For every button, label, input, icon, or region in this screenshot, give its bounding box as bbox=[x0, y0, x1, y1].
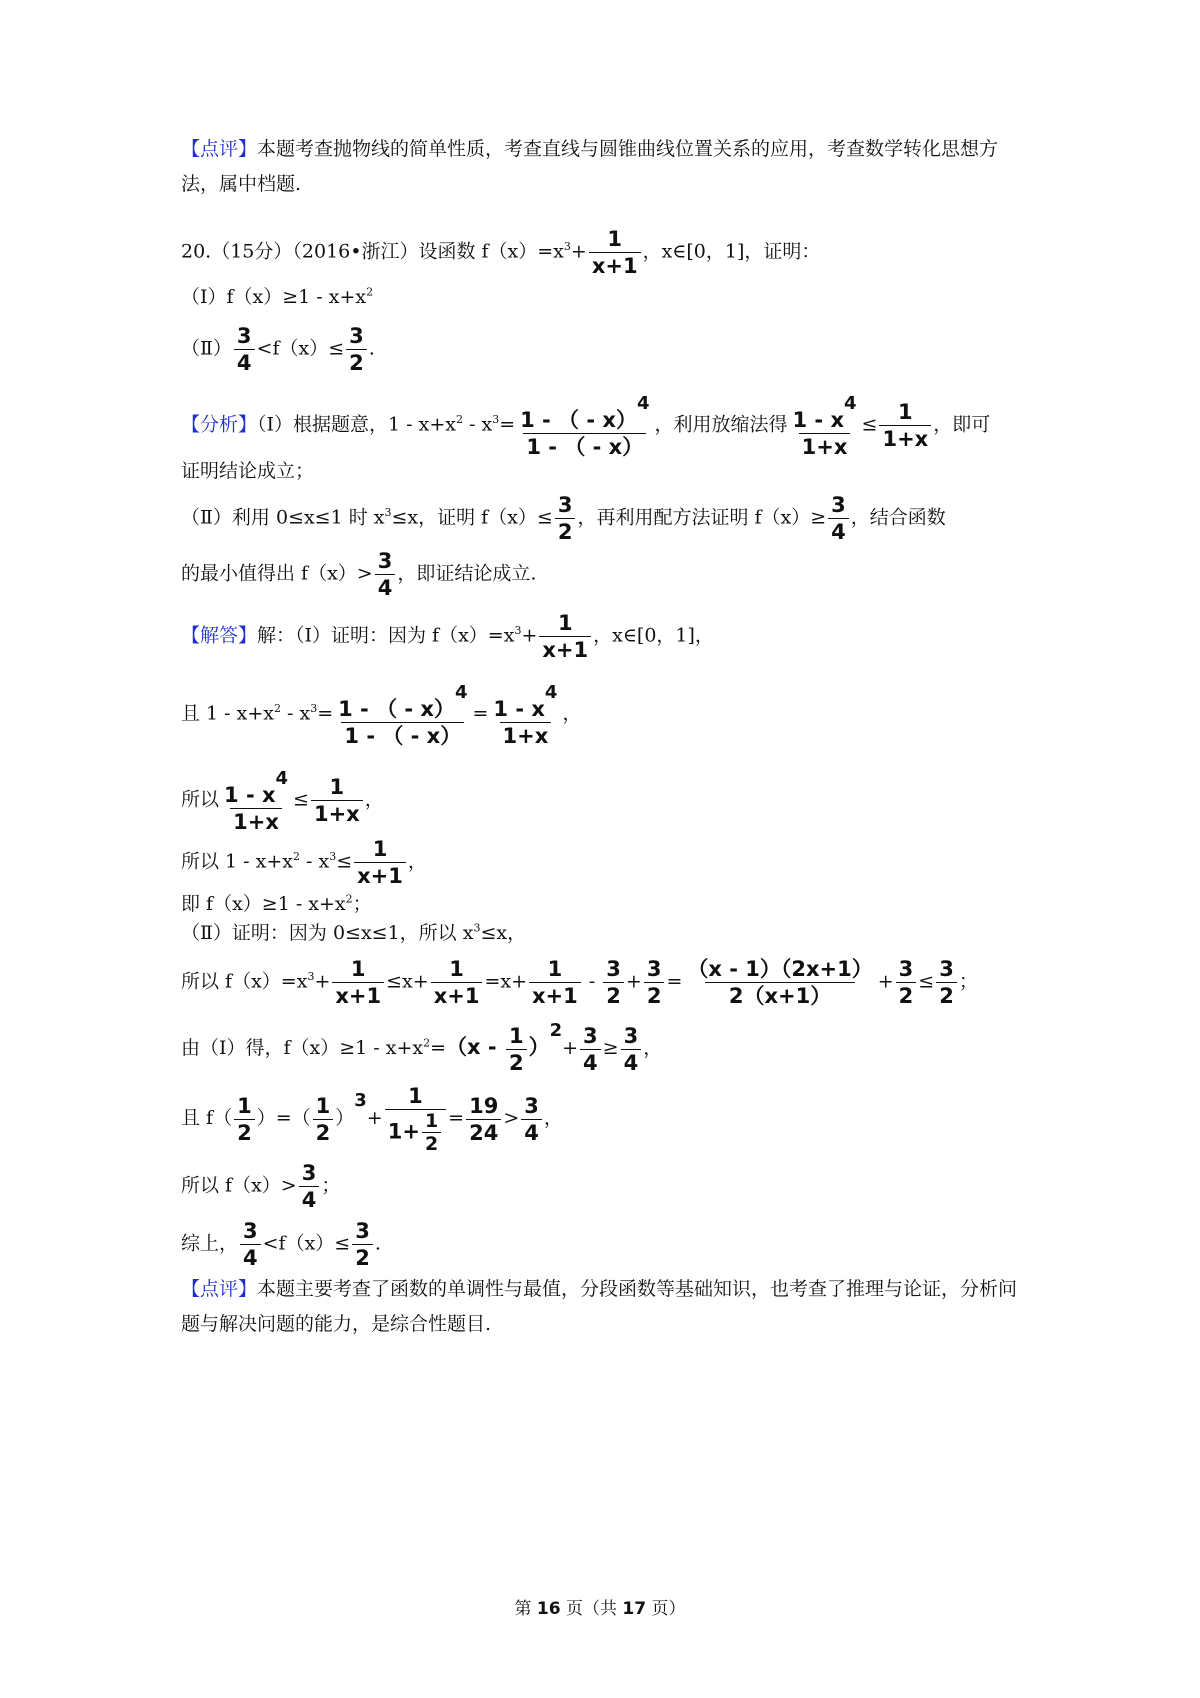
text: 所以 bbox=[181, 788, 220, 811]
footer-text: 页（共 bbox=[566, 1599, 617, 1619]
fraction: $\frac{1}{2}$ bbox=[313, 1093, 334, 1146]
text: ≤x， bbox=[480, 922, 527, 944]
fraction: $\frac{1 - ( - x)4}{1 - ( - x)}$ bbox=[338, 682, 468, 748]
text: <f（x）≤ bbox=[262, 1232, 351, 1255]
fraction: $\frac{1}{2}$ bbox=[234, 1093, 255, 1146]
numerator: 1 bbox=[898, 400, 913, 424]
fraction: $\frac{1}{2}$ bbox=[506, 1023, 527, 1076]
analysis-line-3: （Ⅱ）利用 0≤x≤1 时 $x^3\le x$，证明 f（x）≤ $\frac{3}{2}$ ，再利用配方法证明 f（x）≥ $\frac{3}{4}$ ，结合函数 bbox=[181, 493, 946, 544]
denominator: 2（x+1） bbox=[705, 982, 855, 1009]
solution-line-9: 且 f（ $\frac{1}{2}$ ）=（ $\frac{1}{2}$ ）3+ 1 1+ $\frac{1}{2}$ = $\frac{19}{24}$ > $\frac{3}{4}$ ， bbox=[181, 1084, 563, 1155]
solution-line-11: 综上， $\frac{3}{4}$ <f（x）≤ $\frac{3}{2}$ . bbox=[181, 1219, 381, 1270]
text: - bbox=[582, 970, 602, 993]
fraction bbox=[466, 1093, 501, 1146]
text: ，即可 bbox=[933, 413, 991, 436]
fraction: $\frac{3}{4}$ bbox=[234, 323, 255, 376]
denominator: 1+x bbox=[799, 433, 851, 460]
fraction: $\frac{3}{4}$ bbox=[621, 1023, 642, 1076]
text: ） bbox=[335, 1107, 355, 1129]
fraction-denominator: x+1 bbox=[589, 252, 641, 279]
review-paragraph-2 bbox=[181, 1272, 1036, 1342]
problem-tail: ，x∈[0，1]，证明： bbox=[642, 240, 821, 263]
text: 综上， bbox=[181, 1232, 239, 1255]
solution-line-4: 所以 $1 - x+x^2 - x^3\le$ $\frac{1}{x+1}$ ， bbox=[181, 837, 427, 888]
fraction: $\frac{3}{2}$ bbox=[644, 956, 665, 1009]
review-paragraph-1 bbox=[181, 132, 1036, 202]
plus-sign: + bbox=[570, 240, 587, 263]
le-sign: ≤ bbox=[336, 850, 353, 873]
page-footer bbox=[0, 1594, 1200, 1619]
denominator: 24 bbox=[466, 1119, 501, 1146]
text: ）=（ bbox=[256, 1107, 311, 1129]
numerator: （x - 1）（2x+1） bbox=[687, 957, 873, 981]
total-pages: 17 bbox=[622, 1599, 647, 1619]
analysis-line-2: 证明结论成立； bbox=[181, 460, 315, 482]
text: ≤x+ bbox=[386, 970, 429, 993]
fraction: $\frac{1 - x4}{1+x}$ bbox=[224, 768, 289, 834]
review-text: 本题考查抛物线的简单性质，考查直线与圆锥曲线位置关系的应用，考查数学转化思想方法，属中档题. bbox=[181, 138, 999, 195]
solution-line-5: 即 $f(x)\ge 1 - x+x^2$； bbox=[181, 892, 372, 915]
text: ，即证结论成立. bbox=[397, 562, 537, 585]
fraction: $\frac{1 - x4}{1+x}$ bbox=[792, 393, 857, 459]
fraction: $\frac{1}{x+1}$ bbox=[539, 610, 591, 663]
problem-statement: 20.（15分）（2016•浙江）设函数 $f(x)=x^3+$ $\frac{1}{x+1}$ ，x∈[0，1]，证明： bbox=[181, 227, 821, 278]
equals: = bbox=[499, 413, 516, 436]
fraction bbox=[684, 956, 875, 1009]
text: ，再利用配方法证明 f（x）≥ bbox=[577, 506, 827, 529]
part1-text: （Ⅰ）f（x）≥1 - x+x bbox=[181, 286, 367, 308]
fraction: $\frac{3}{2}$ bbox=[896, 956, 917, 1009]
fraction: $\frac{3}{2}$ bbox=[603, 956, 624, 1009]
fraction: $\frac{3}{2}$ bbox=[936, 956, 957, 1009]
footer-text: 页） bbox=[651, 1599, 686, 1619]
text: 由（Ⅰ）得，f（x）≥1 - x+x bbox=[181, 1037, 424, 1059]
fraction: $\frac{3}{4}$ bbox=[299, 1160, 320, 1213]
analysis-tag: 【分析】 bbox=[181, 413, 258, 436]
period: . bbox=[368, 337, 375, 360]
fraction: $\frac{3}{2}$ bbox=[346, 323, 367, 376]
fraction: $\frac{1}{x+1}$ bbox=[332, 956, 384, 1009]
text: 所以 f（x）=x bbox=[181, 970, 308, 993]
text: ，结合函数 bbox=[850, 506, 946, 529]
fraction bbox=[879, 399, 931, 452]
denominator: 1 - （ - x） bbox=[523, 433, 646, 460]
solution-line-10: 所以 f（x）> $\frac{3}{4}$ ； bbox=[181, 1161, 341, 1212]
numerator: 1 - x bbox=[792, 408, 844, 432]
fraction: $\frac{1}{1+x}$ bbox=[311, 774, 363, 827]
problem-head: 20.（15分）（2016•浙江）设函数 f（x）=x bbox=[181, 240, 564, 263]
le-sign: ≤ bbox=[861, 413, 878, 436]
text: - x bbox=[462, 413, 493, 436]
analysis-line-1: 【分析】（Ⅰ）根据题意，$1 - x+x^2 - x^3=$ $\frac{1 - ( - x)4}{1 - ( - x)}$ ，利用放缩法得 $\frac{1 - x4}{1+x}$ ≤ $\frac{1}{1+x}$ ，即可 bbox=[181, 393, 991, 459]
fraction: $\frac{1}{x+1}$ bbox=[529, 956, 581, 1009]
text: 所以 f（x）> bbox=[181, 1174, 297, 1197]
solution-line-6: （Ⅱ）证明：因为 0≤x≤1，所以 $x^3\le x$， bbox=[181, 921, 527, 944]
text: （Ⅱ）利用 0≤x≤1 时 x bbox=[181, 506, 385, 529]
part2-label: （Ⅱ） bbox=[181, 337, 232, 360]
text: 且 f（ bbox=[181, 1107, 233, 1129]
part2-mid: <f（x）≤ bbox=[256, 337, 345, 360]
text: - x bbox=[299, 850, 330, 873]
text: 的最小值得出 f（x）> bbox=[181, 562, 373, 585]
fraction bbox=[589, 226, 641, 279]
review-text: 本题主要考查了函数的单调性与最值，分段函数等基础知识，也考查了推理与论证，分析问题与解决问题的能力，是综合性题目. bbox=[181, 1278, 1018, 1335]
text: =x+ bbox=[484, 970, 528, 993]
text: （Ⅱ）证明：因为 0≤x≤1，所以 x bbox=[181, 922, 474, 944]
fraction: 1 1+ $\frac{1}{2}$ bbox=[385, 1083, 446, 1155]
numerator: 19 bbox=[469, 1093, 499, 1118]
fraction: $\frac{3}{4}$ bbox=[521, 1093, 542, 1146]
fraction: $\frac{3}{4}$ bbox=[375, 548, 396, 601]
solution-line-2: 且 $1 - x+x^2 - x^3=$ $\frac{1 - ( - x)4}{1 - ( - x)}$ = $\frac{1 - x4}{1+x}$ ， bbox=[181, 682, 582, 748]
footer-text: 第 bbox=[514, 1599, 532, 1619]
review-tag: 【点评】 bbox=[181, 138, 258, 160]
problem-part-2 bbox=[181, 323, 375, 376]
text: 解：（Ⅰ）证明：因为 f（x）=x bbox=[257, 624, 515, 647]
text: - x bbox=[280, 702, 311, 725]
review-tag: 【点评】 bbox=[181, 1278, 258, 1300]
text: ，x∈[0，1]， bbox=[593, 624, 714, 647]
solution-line-3: 所以 $\frac{1 - x4}{1+x}$ ≤ $\frac{1}{1+x}$ ， bbox=[181, 768, 384, 834]
denominator: 1+x bbox=[879, 425, 931, 452]
analysis-line-4 bbox=[181, 548, 536, 601]
solution-tag: 【解答】 bbox=[181, 624, 258, 647]
fraction-numerator: 1 bbox=[607, 227, 622, 251]
fraction: $\frac{3}{4}$ bbox=[240, 1218, 261, 1271]
text: （Ⅰ）根据题意，1 - x+x bbox=[257, 413, 456, 436]
text: （x - bbox=[446, 1035, 504, 1059]
problem-part-1: （Ⅰ）f（x）≥1 - $x+x^2$ bbox=[181, 285, 374, 308]
page-number: 16 bbox=[536, 1599, 561, 1619]
fraction: $\frac{1}{x+1}$ bbox=[354, 836, 406, 889]
solution-line-8: 由（Ⅰ）得，$f(x)\ge 1 - x+x^2=(x$ - $\frac{1}{2}$ ）2+ $\frac{3}{4}$ ≥ $\frac{3}{4}$ ， bbox=[181, 1020, 663, 1075]
text: ≤x，证明 f（x）≤ bbox=[391, 506, 553, 529]
solution-line-7: 所以 $f(x)=x^3+$ $\frac{1}{x+1}$ ≤x+ $\frac{1}{x+1}$ =x+ $\frac{1}{x+1}$ - $\frac{3}{2}$ + $\frac{3}{2}$ = $\frac{(x - 1)(2x+1)}{2(x+1)}$ + $\frac{3}{2}$ ≤ $\frac{3}{2}$ ； bbox=[181, 957, 978, 1008]
text: 所以 1 - x+x bbox=[181, 850, 293, 873]
solution-line-1: 【解答】解：（Ⅰ）证明：因为 $f(x)=x^3+$ $\frac{1}{x+1}$ ，x∈[0，1]， bbox=[181, 611, 714, 662]
fraction: $\frac{3}{2}$ bbox=[555, 492, 576, 545]
fraction: $\frac{3}{4}$ bbox=[580, 1023, 601, 1076]
fraction: $\frac{1 - ( - x)4}{1 - ( - x)}$ bbox=[520, 393, 650, 459]
numerator: 1 - （ - x） bbox=[520, 408, 637, 432]
fraction: $\frac{3}{4}$ bbox=[828, 492, 849, 545]
text: 且 1 - x+x bbox=[181, 702, 274, 725]
text: 即 f（x）≥1 - x+x bbox=[181, 893, 346, 915]
fraction: $\frac{1}{x+1}$ bbox=[431, 956, 483, 1009]
text: = bbox=[430, 1037, 447, 1059]
fraction: $\frac{1 - x4}{1+x}$ bbox=[493, 682, 558, 748]
fraction: $\frac{3}{2}$ bbox=[352, 1218, 373, 1271]
text: ，利用放缩法得 bbox=[654, 413, 788, 436]
